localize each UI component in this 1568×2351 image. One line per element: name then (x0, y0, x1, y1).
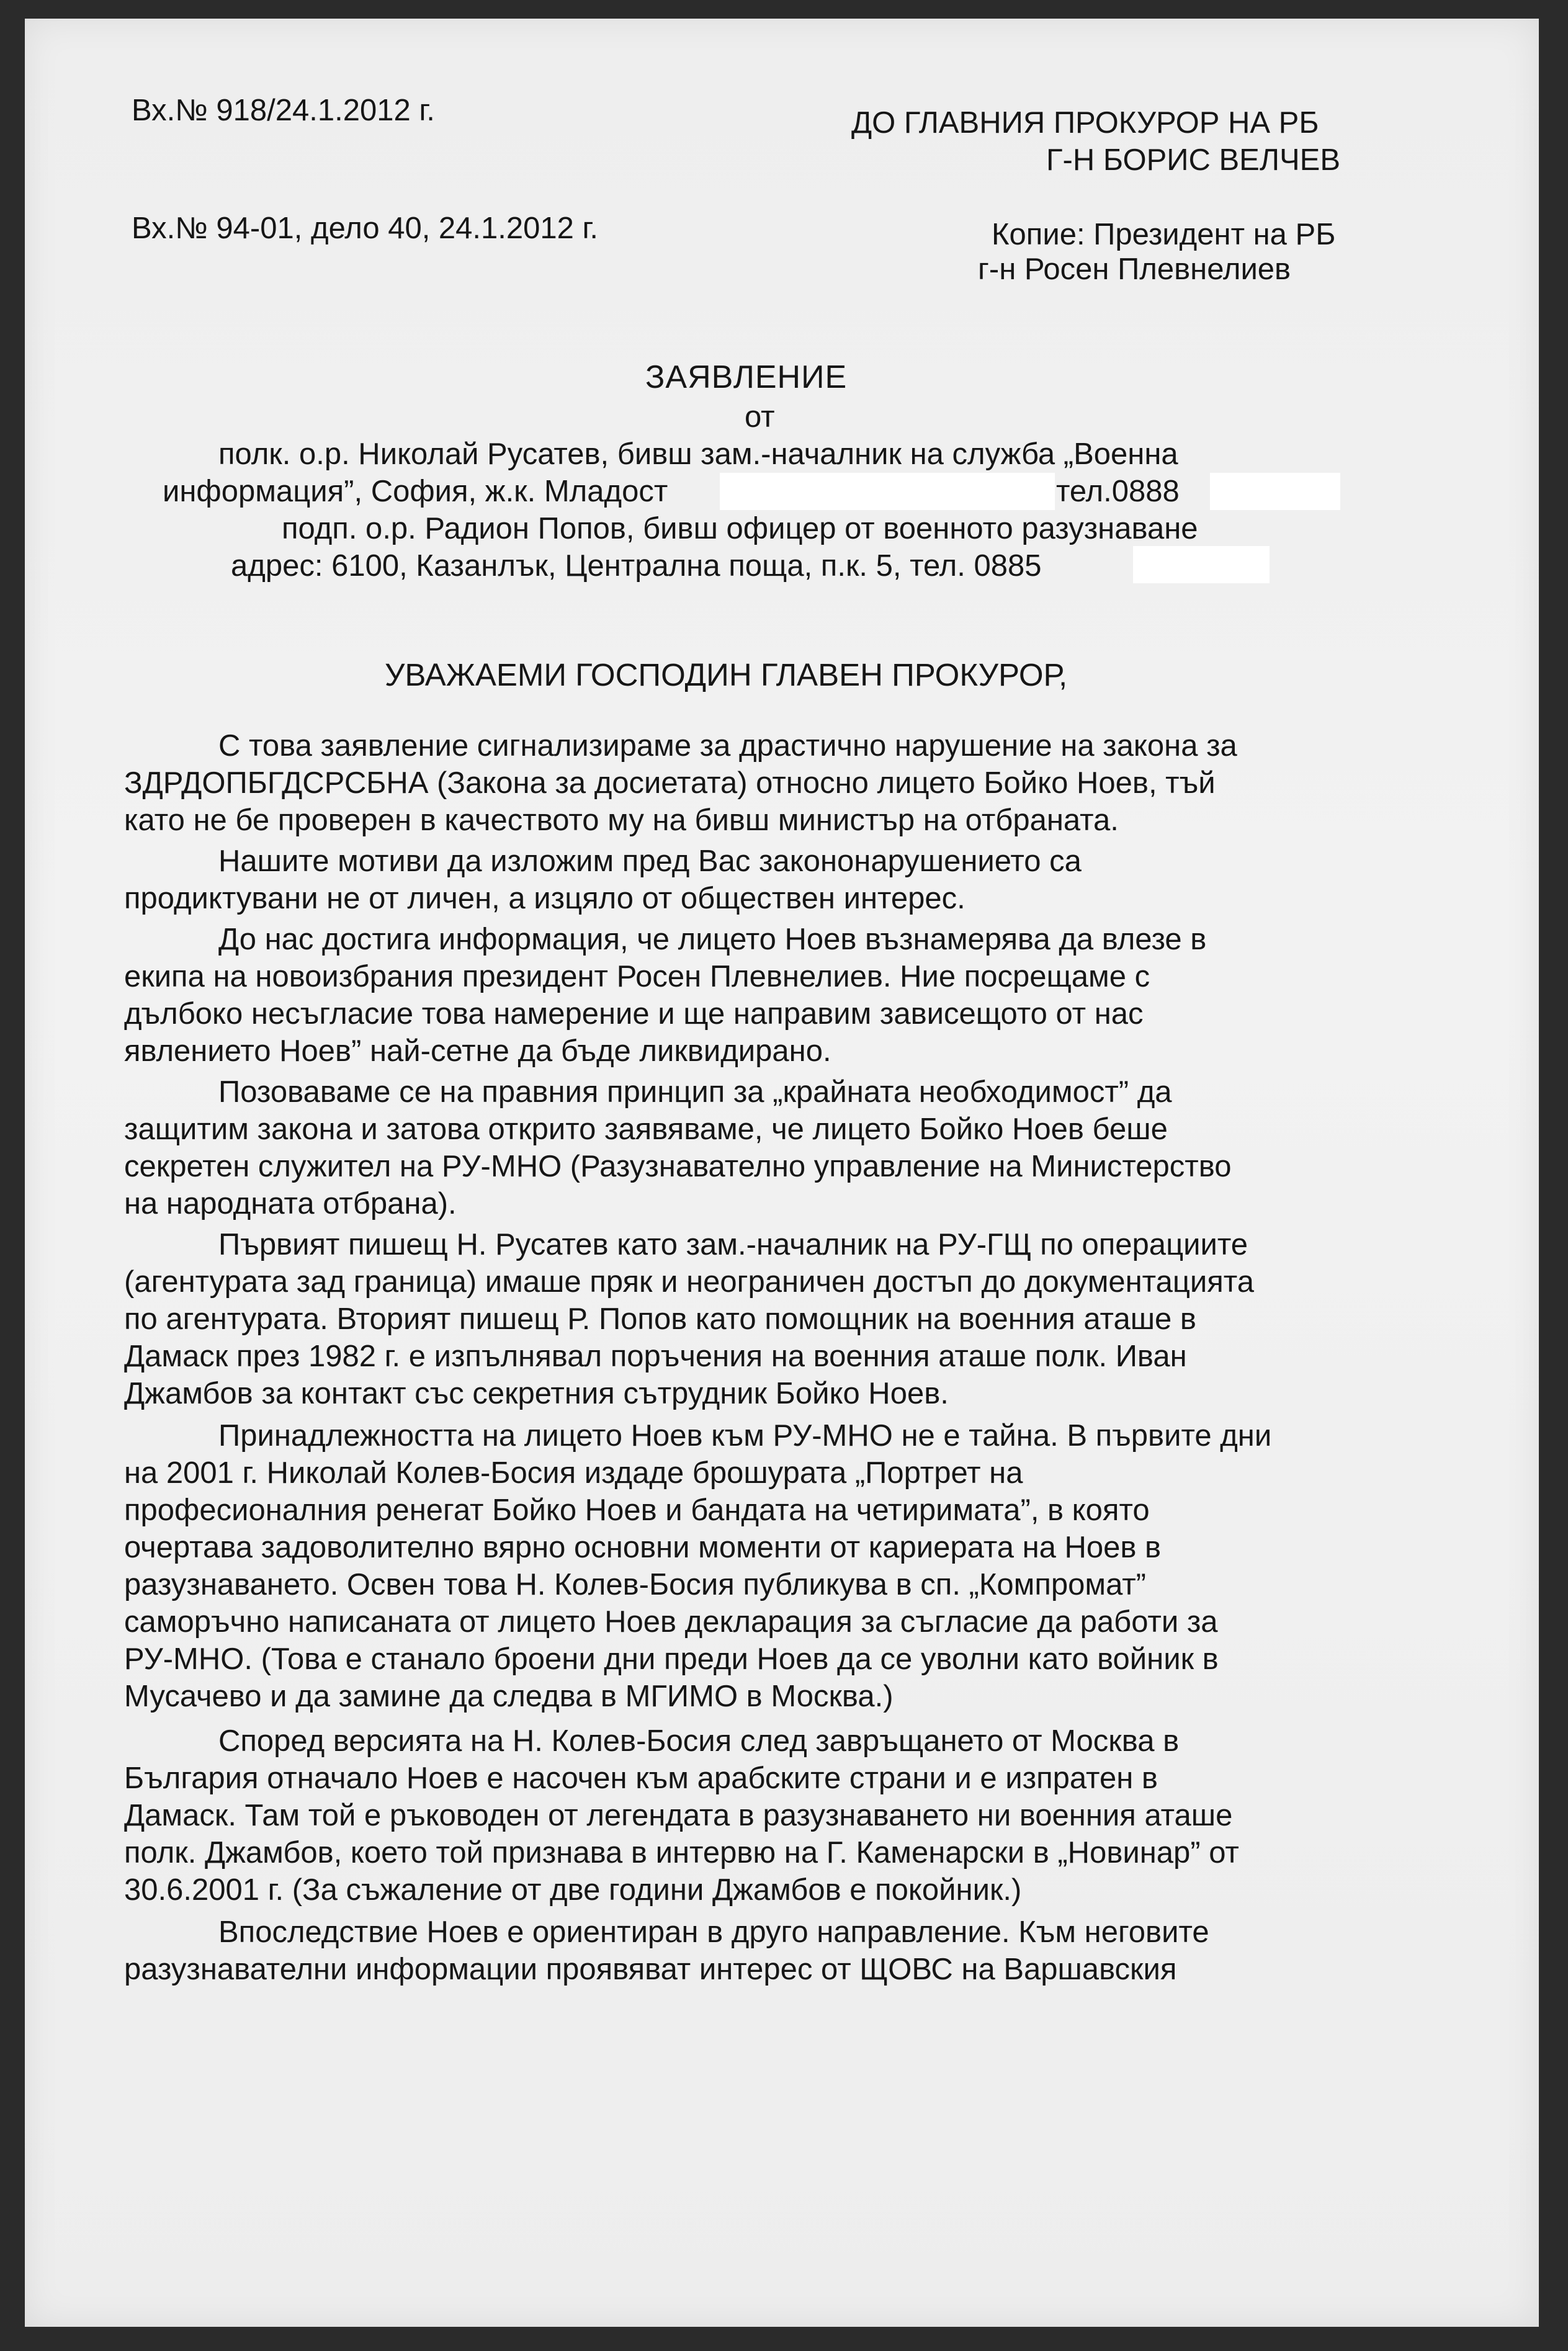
body-line: полк. Джамбов, което той признава в интервю на Г. Каменарски в „Новинар” от (124, 1836, 1239, 1870)
body-line: Първият пишещ Н. Русатев като зам.-началник на РУ-ГЩ по операциите (218, 1228, 1248, 1261)
body-line: явлението Ноев” най-сетне да бъде ликвидирано. (124, 1034, 831, 1068)
body-line: секретен служител на РУ-МНО (Разузнавателно управление на Министерство (124, 1150, 1232, 1183)
body-line: С това заявление сигнализираме за драстично нарушение на закона за (218, 729, 1237, 763)
body-line: саморъчно написаната от лицето Ноев декларация за съгласие да работи за (124, 1605, 1218, 1639)
body-line: екипа на новоизбрания президент Росен Плевнелиев. Ние посрещаме с (124, 960, 1150, 993)
body-line: на народната отбрана). (124, 1187, 457, 1220)
body-line: продиктувани не от личен, а изцяло от обществен интерес. (124, 882, 965, 915)
addressee-line-1: ДО ГЛАВНИЯ ПРОКУРОР НА РБ (851, 106, 1319, 140)
sender-line-4: адрес: 6100, Казанлък, Централна поща, п.к. 5, тел. 0885 (231, 549, 1042, 583)
body-line: Според версията на Н. Колев-Босия след завръщането от Москва в (218, 1724, 1180, 1758)
addressee-line-2: Г-Н БОРИС ВЕЛЧЕВ (1046, 143, 1341, 177)
sender-line-2b: тел.0888 (1056, 475, 1180, 508)
body-line: по агентурата. Вторият пишещ Р. Попов като помощник на военния аташе в (124, 1302, 1196, 1336)
body-line: Мусачево и да замине да следва в МГИМО в Москва.) (124, 1680, 894, 1713)
body-line: Дамаск през 1982 г. е изпълнявал поръчения на военния аташе полк. Иван (124, 1340, 1187, 1373)
body-line: разузнаването. Освен това Н. Колев-Босия публикува в сп. „Компромат” (124, 1568, 1147, 1601)
copy-line-1: Копие: Президент на РБ (992, 218, 1336, 251)
body-line: очертава задоволително вярно основни моменти от кариерата на Ноев в (124, 1531, 1162, 1564)
incoming-number-2: Вх.№ 94-01, дело 40, 24.1.2012 г. (132, 212, 599, 245)
body-line: Нашите мотиви да изложим пред Вас закононарушението са (218, 844, 1082, 878)
sender-line-2a: информация”, София, ж.к. Младост (163, 475, 668, 508)
copy-line-2: г-н Росен Плевнелиев (978, 253, 1291, 286)
body-line: Джамбов за контакт със секретния сътрудник Бойко Ноев. (124, 1377, 949, 1410)
redaction-box (1133, 546, 1270, 583)
body-line: професионалния ренегат Бойко Ноев и бандата на четиримата”, в която (124, 1493, 1150, 1527)
body-line: ЗДРДОПБГДСРСБНА (Закона за досиетата) относно лицето Бойко Ноев, тъй (124, 766, 1216, 800)
document-title: ЗАЯВЛЕНИЕ (645, 359, 848, 395)
body-line: Дамаск. Там той е ръководен от легендата в разузнаването ни военния аташе (124, 1799, 1233, 1832)
title-from: от (745, 400, 775, 434)
salutation: УВАЖАЕМИ ГОСПОДИН ГЛАВЕН ПРОКУРОР, (385, 657, 1068, 692)
redaction-box (720, 473, 1055, 510)
sender-line-3: подп. о.р. Радион Попов, бивш офицер от военното разузнаване (282, 512, 1198, 545)
body-line: (агентурата зад граница) имаше пряк и неограничен достъп до документацията (124, 1265, 1254, 1299)
body-line: на 2001 г. Николай Колев-Босия издаде брошурата „Портрет на (124, 1456, 1023, 1490)
body-line: Принадлежността на лицето Ноев към РУ-МНО не е тайна. В първите дни (218, 1419, 1272, 1453)
body-line: като не бе проверен в качеството му на бивш министър на отбраната. (124, 804, 1119, 837)
body-line: РУ-МНО. (Това е станало броени дни преди Ноев да се уволни като войник в (124, 1642, 1219, 1676)
body-line: До нас достига информация, че лицето Ноев възнамерява да влезе в (218, 923, 1207, 956)
body-line: разузнавателни информации проявяват интерес от ЩОВС на Варшавския (124, 1953, 1177, 1986)
body-line: Позоваваме се на правния принцип за „крайната необходимост” да (218, 1075, 1172, 1109)
redaction-box (1210, 473, 1340, 510)
body-line: дълбоко несъгласие това намерение и ще направим зависещото от нас (124, 997, 1144, 1031)
incoming-number-1: Вх.№ 918/24.1.2012 г. (132, 94, 435, 127)
sender-line-1: полк. о.р. Николай Русатев, бивш зам.-началник на служба „Военна (218, 437, 1178, 471)
body-line: Впоследствие Ноев е ориентиран в друго направление. Към неговите (218, 1915, 1209, 1949)
body-line: България отначало Ноев е насочен към арабските страни и е изпратен в (124, 1762, 1158, 1795)
body-line: защитим закона и затова открито заявяваме, че лицето Бойко Ноев беше (124, 1113, 1168, 1146)
body-line: 30.6.2001 г. (За съжаление от две години Джамбов е покойник.) (124, 1873, 1022, 1907)
